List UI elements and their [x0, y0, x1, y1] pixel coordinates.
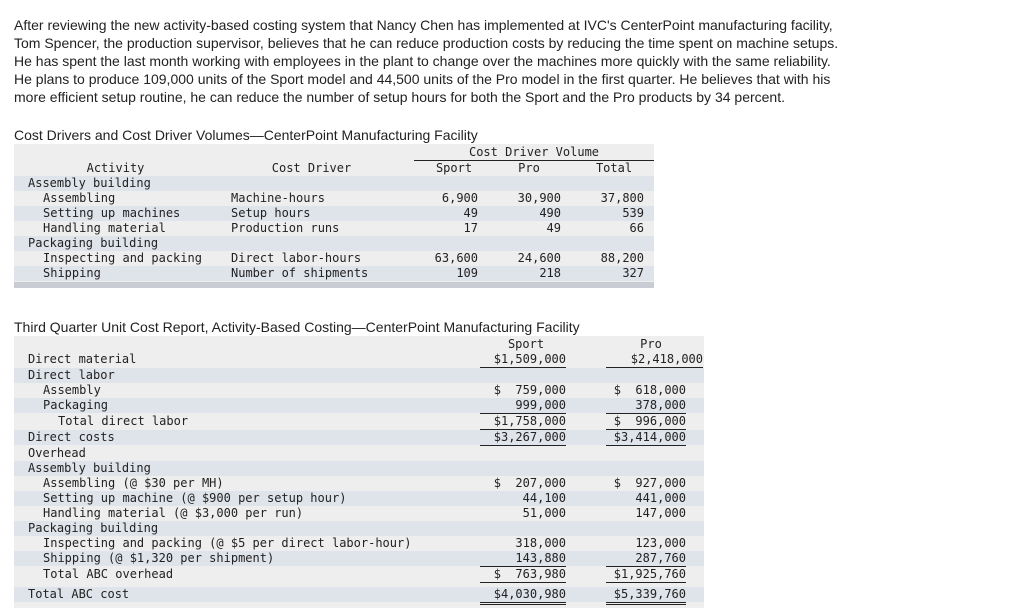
sport-cell: 44,100 [522, 491, 566, 505]
sport-cell: 63,600 [434, 251, 478, 265]
table-row [14, 236, 654, 251]
activity-cell: Assembling [43, 191, 116, 205]
label-cell: Packaging building [28, 521, 159, 535]
pro-cell: $1,925,760 [606, 567, 686, 583]
table-row [14, 587, 704, 602]
cost-drivers-table [14, 144, 654, 288]
total-cell: 88,200 [600, 251, 644, 265]
label-cell: Overhead [28, 446, 86, 460]
label-cell: Direct material [28, 352, 137, 366]
total-cell: 37,800 [600, 191, 644, 205]
table-row [14, 521, 704, 536]
pro-cell: $ 996,000 [606, 414, 686, 430]
pro-cell: 441,000 [635, 491, 686, 505]
header-sport: Sport [435, 161, 473, 175]
pro-cell: $ 927,000 [613, 476, 686, 490]
table-row [14, 206, 654, 221]
label-cell: Total ABC overhead [43, 567, 174, 581]
label-cell: Inspecting and packing (@ $5 per direct labor-hour) [43, 536, 412, 550]
intro-line: After reviewing the new activity-based costing system that Nancy Chen has implemented at IVC's CenterPoint manufacturing facility, [14, 17, 833, 33]
label-cell: Direct labor [28, 368, 115, 382]
label-cell: Setting up machine (@ $900 per setup hour) [43, 491, 347, 505]
unit-cost-report-table [14, 336, 704, 608]
table-row [14, 368, 704, 383]
pro-cell: 147,000 [635, 506, 686, 520]
pro-cell: $5,339,760 [606, 587, 686, 605]
header-pro: Pro [640, 337, 662, 351]
intro-line: He has spent the last month working with employees in the plant to change over the machines more quickly with the same reliability. [14, 53, 831, 69]
intro-line: more efficient setup routine, he can reduce the number of setup hours for both the Sport and the Pro products by 34 percent. [14, 89, 785, 105]
sport-cell: 17 [463, 221, 478, 235]
table-row [14, 506, 704, 521]
table-row [14, 414, 704, 429]
sport-cell: $ 759,000 [493, 383, 566, 397]
pro-cell: 24,600 [517, 251, 561, 265]
pro-cell: $ 618,000 [613, 383, 686, 397]
table-row [14, 191, 654, 206]
table-row [14, 567, 704, 582]
sport-cell: 6,900 [441, 191, 478, 205]
label-cell: Direct costs [28, 430, 115, 444]
activity-cell: Handling material [43, 221, 166, 235]
sport-cell: 109 [456, 266, 478, 280]
sport-cell: 51,000 [522, 506, 566, 520]
header-total: Total [595, 161, 633, 175]
table-bottom-bar [14, 282, 654, 288]
sport-cell: $3,267,000 [480, 430, 566, 446]
total-cell: 327 [622, 266, 644, 280]
header-activity: Activity [86, 161, 145, 175]
table-row [14, 476, 704, 491]
pro-cell: 378,000 [606, 398, 686, 414]
report-caption: Third Quarter Unit Cost Report, Activity-Based Costing—CenterPoint Manufacturing Facility [14, 319, 580, 335]
sport-cell: 49 [463, 206, 478, 220]
header-driver: Cost Driver [271, 161, 352, 175]
activity-cell: Assembly building [28, 176, 151, 190]
table-row [14, 398, 704, 413]
pro-cell: $3,414,000 [606, 430, 686, 446]
table-row [14, 383, 704, 398]
group-header: Cost Driver Volume [468, 145, 600, 159]
table-row [14, 176, 654, 191]
table-row [14, 551, 704, 566]
label-cell: Packaging [43, 398, 109, 412]
sport-cell: $ 763,980 [480, 567, 566, 583]
driver-cell: Machine-hours [231, 191, 325, 205]
total-cell: 539 [622, 206, 644, 220]
sport-cell: $4,030,980 [480, 587, 566, 605]
sport-cell: 143,880 [480, 551, 566, 567]
driver-cell: Number of shipments [231, 266, 369, 280]
pro-cell: $2,418,000 [606, 352, 703, 368]
table-row [14, 352, 704, 367]
pro-cell: 287,760 [606, 551, 686, 567]
sport-cell: $1,758,000 [480, 414, 566, 430]
activity-cell: Shipping [43, 266, 101, 280]
activity-cell: Setting up machines [43, 206, 181, 220]
intro-line: Tom Spencer, the production supervisor, believes that he can reduce production costs by reducing the time spent on machine setups. [14, 35, 839, 51]
header-pro: Pro [518, 161, 540, 175]
pro-cell: 49 [546, 221, 561, 235]
driver-cell: Production runs [231, 221, 340, 235]
label-cell: Total ABC cost [28, 587, 130, 601]
activity-cell: Inspecting and packing [43, 251, 202, 265]
driver-cell: Setup hours [231, 206, 311, 220]
label-cell: Assembly [43, 383, 101, 397]
pro-cell: 490 [539, 206, 561, 220]
label-cell: Shipping (@ $1,320 per shipment) [43, 551, 275, 565]
table-row [14, 251, 654, 266]
table-row [14, 536, 704, 551]
label-cell: Total direct labor [58, 414, 189, 428]
pro-cell: 30,900 [517, 191, 561, 205]
sport-cell: $ 207,000 [493, 476, 566, 490]
table-row [14, 430, 704, 445]
total-cell: 66 [629, 221, 644, 235]
table-row [14, 491, 704, 506]
driver-cell: Direct labor-hours [231, 251, 362, 265]
sport-cell: 999,000 [480, 398, 566, 414]
label-cell: Handling material (@ $3,000 per run) [43, 506, 304, 520]
intro-paragraph [14, 16, 1004, 106]
pro-cell: 218 [539, 266, 561, 280]
intro-line: He plans to produce 109,000 units of the Sport model and 44,500 units of the Pro model in the first quarter. He believes that with his [14, 71, 831, 87]
sport-cell: 318,000 [515, 536, 566, 550]
table-row [14, 446, 704, 461]
activity-cell: Packaging building [28, 236, 159, 250]
label-cell: Assembling (@ $30 per MH) [43, 476, 224, 490]
drivers-caption: Cost Drivers and Cost Driver Volumes—CenterPoint Manufacturing Facility [14, 127, 478, 143]
header-sport: Sport [507, 337, 545, 351]
sport-cell: $1,509,000 [480, 352, 566, 368]
pro-cell: 123,000 [635, 536, 686, 550]
label-cell: Assembly building [28, 461, 151, 475]
table-row [14, 461, 704, 476]
table-row [14, 221, 654, 236]
table-row [14, 266, 654, 281]
